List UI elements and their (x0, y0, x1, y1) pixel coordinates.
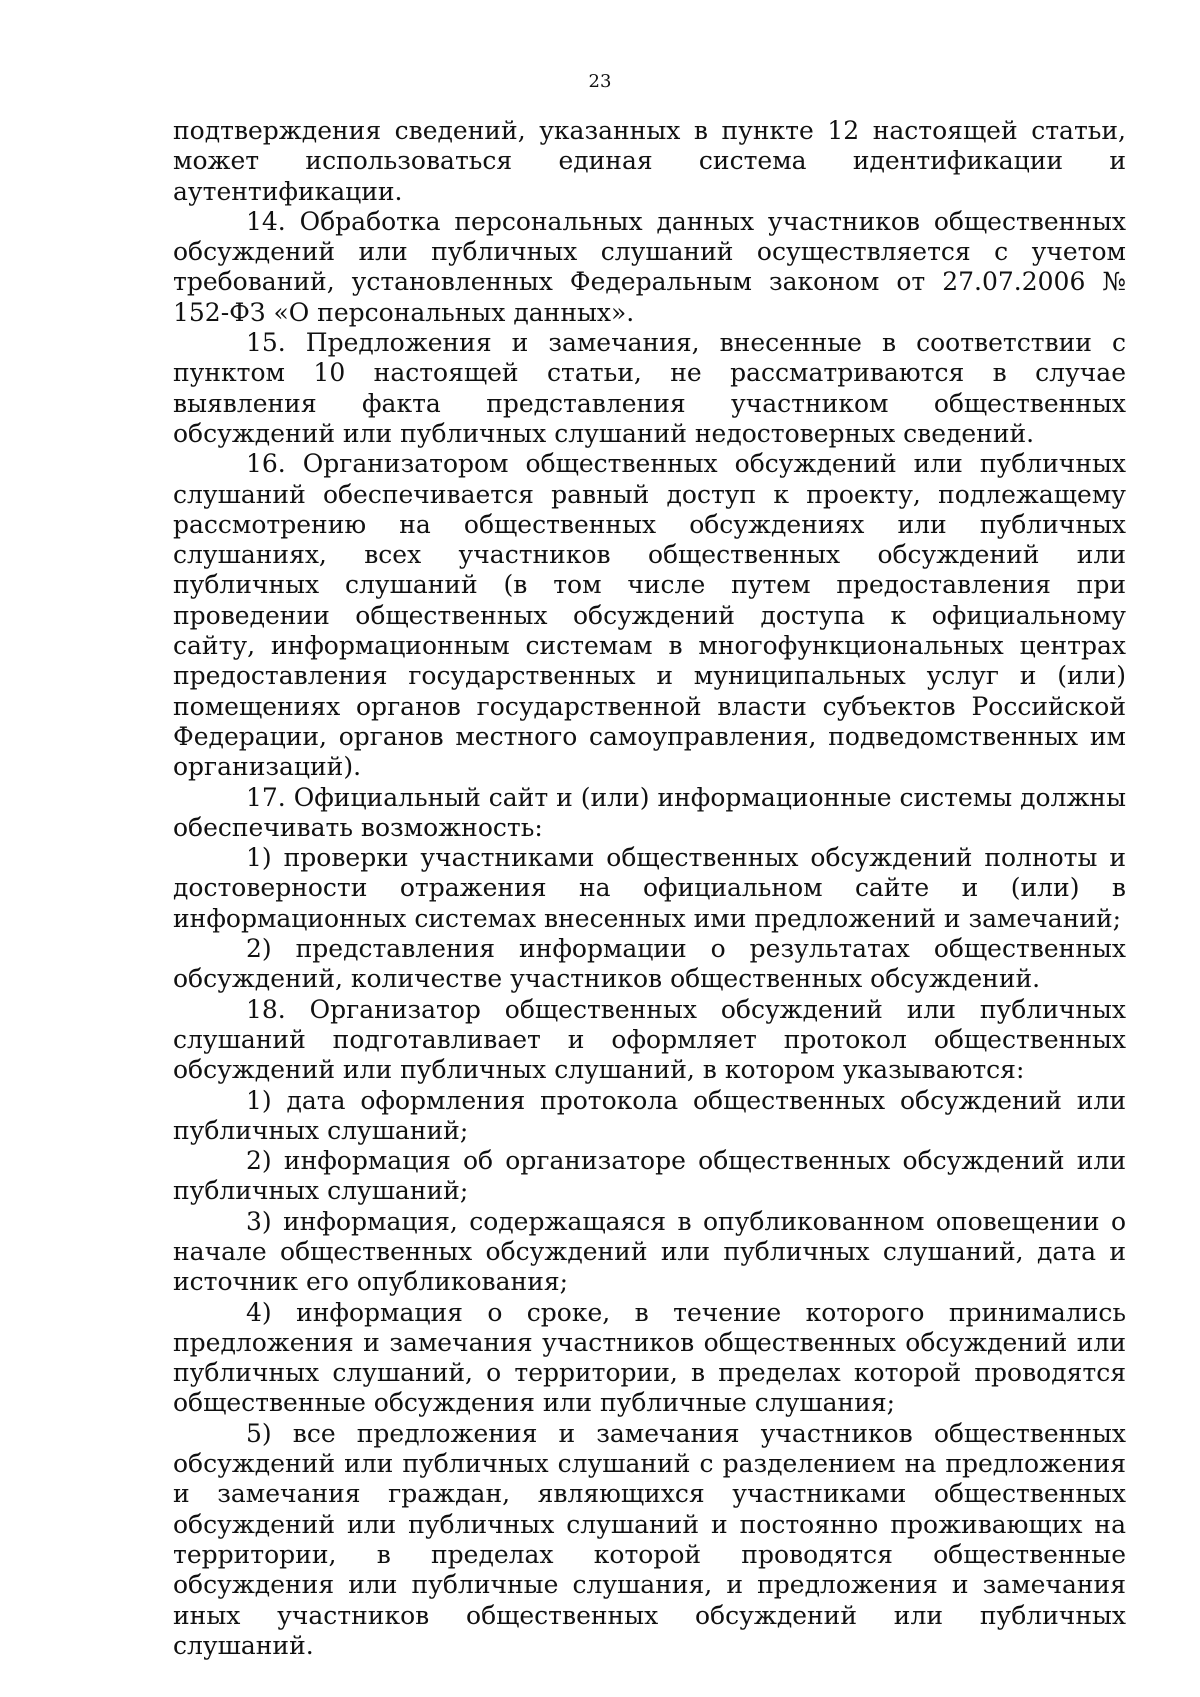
paragraph-15: 15. Предложения и замечания, внесенные в соответствии с пунктом 10 настоящей статьи, не рассматриваются в случае выявления факта представления участником общественных обсуждений или публичных слушаний недостоверных сведений. (173, 328, 1126, 448)
paragraph-14: 14. Обработка персональных данных участников общественных обсуждений или публичных слушаний осуществляется с учетом требований, установленных Федеральным законом от 27.07.2006 № 152-ФЗ «О персональных данных». (173, 206, 1126, 327)
paragraph-18-item-4: 4) информация о сроке, в течение которого принимались предложения и замечания участников общественных обсуждений или публичных слушаний, о территории, в пределах которой проводятся общественные обсуждения или публичные слушания; (173, 1297, 1126, 1418)
paragraph-18-item-1: 1) дата оформления протокола общественных обсуждений или публичных слушаний; (173, 1085, 1126, 1145)
document-body (173, 116, 1126, 1661)
paragraph-continuation: подтверждения сведений, указанных в пункте 12 настоящей статьи, может использоваться единая система идентификации и аутентификации. (173, 116, 1126, 206)
paragraph-16: 16. Организатором общественных обсуждений или публичных слушаний обеспечивается равный доступ к проекту, подлежащему рассмотрению на общественных обсуждениях или публичных слушаниях, всех участников общественных обсуждений или публичных слушаний (в том числе путем предоставления при проведении общественных обсуждений доступа к официальному сайту, информационным системам в многофункциональных центрах предоставления государственных и муниципальных услуг и (или) помещениях органов государственной власти субъектов Российской Федерации, органов местного самоуправления, подведомственных им организаций). (173, 449, 1126, 782)
page-number: 23 (588, 71, 612, 92)
paragraph-18-item-2: 2) информация об организаторе общественных обсуждений или публичных слушаний; (173, 1146, 1126, 1206)
paragraph-18-item-5: 5) все предложения и замечания участников общественных обсуждений или публичных слушаний с разделением на предложения и замечания граждан, являющихся участниками общественных обсуждений или публичных слушаний и постоянно проживающих на территории, в пределах которой проводятся общественные обсуждения или публичные слушания, и предложения и замечания иных участников общественных обсуждений или публичных слушаний. (173, 1418, 1126, 1660)
paragraph-18: 18. Организатор общественных обсуждений или публичных слушаний подготавливает и оформляет протокол общественных обсуждений или публичных слушаний, в котором указываются: (173, 994, 1126, 1085)
paragraph-17-item-1: 1) проверки участниками общественных обсуждений полноты и достоверности отражения на официальном сайте и (или) в информационных системах внесенных ими предложений и замечаний; (173, 843, 1126, 933)
paragraph-18-item-3: 3) информация, содержащаяся в опубликованном оповещении о начале общественных обсуждений или публичных слушаний, дата и источник его опубликования; (173, 1206, 1126, 1297)
paragraph-17: 17. Официальный сайт и (или) информационные системы должны обеспечивать возможность: (173, 782, 1126, 842)
paragraph-17-item-2: 2) представления информации о результатах общественных обсуждений, количестве участников общественных обсуждений. (173, 934, 1126, 994)
